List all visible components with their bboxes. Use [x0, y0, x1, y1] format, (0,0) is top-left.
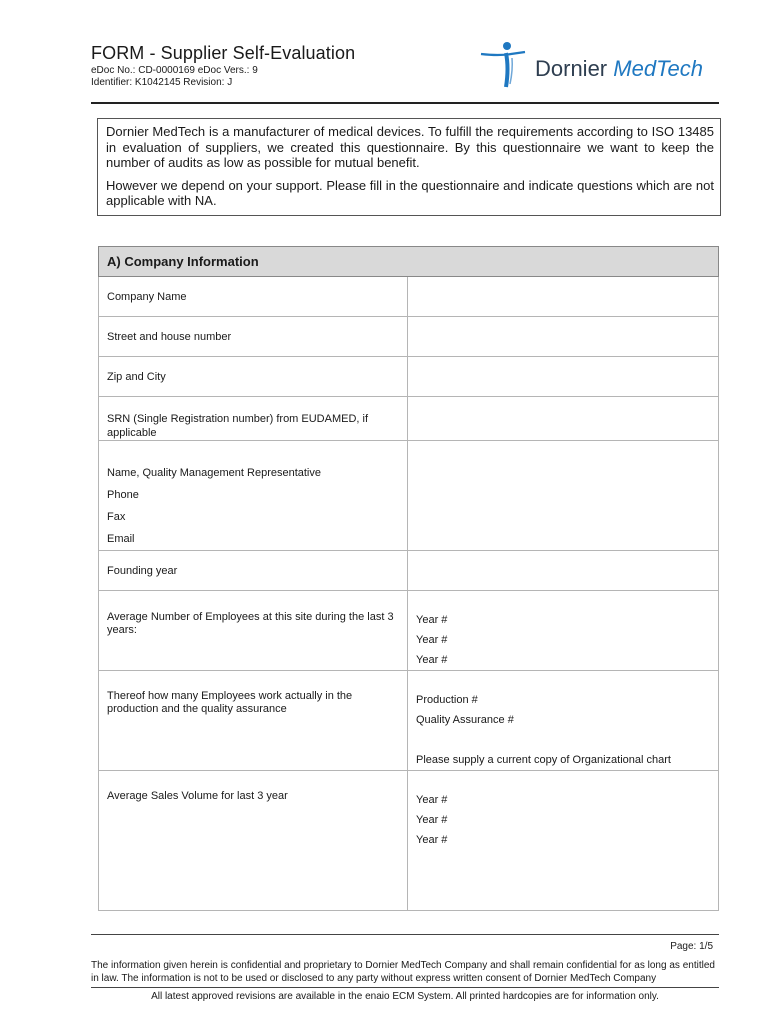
- page-number: Page: 1/5: [670, 941, 713, 952]
- company-logo: [479, 40, 715, 90]
- document-header: [91, 40, 719, 104]
- qmr-name-label: Name, Quality Management Representative: [107, 467, 321, 479]
- srn-label: SRN (Single Registration number) from EUDAMED, if applicable: [99, 397, 408, 441]
- company-name-field[interactable]: [408, 277, 719, 317]
- zip-city-label: Zip and City: [99, 357, 408, 397]
- sales-field[interactable]: [408, 771, 719, 911]
- logo-word-dornier: Dornier: [535, 56, 608, 81]
- document-footer: [91, 934, 719, 1002]
- employees-year-2: Year #: [416, 634, 448, 646]
- zip-city-field[interactable]: [408, 357, 719, 397]
- founding-year-label: Founding year: [99, 551, 408, 591]
- sales-year-3: Year #: [416, 834, 448, 846]
- contact-field[interactable]: [408, 441, 719, 551]
- fax-label: Fax: [107, 511, 126, 523]
- street-label: Street and house number: [99, 317, 408, 357]
- employees-field[interactable]: [408, 591, 719, 671]
- employees-year-3: Year #: [416, 654, 448, 666]
- table-row: [99, 441, 719, 551]
- section-a-heading: A) Company Information: [99, 247, 719, 277]
- section-a-header: [99, 247, 719, 277]
- phone-label: Phone: [107, 489, 139, 501]
- table-row: [99, 317, 719, 357]
- revision-note: All latest approved revisions are available in the enaio ECM System. All printed hardcopies are for information only.: [151, 991, 659, 1002]
- sales-label: Average Sales Volume for last 3 year: [99, 771, 408, 911]
- contact-labels: [99, 441, 408, 551]
- srn-field[interactable]: [408, 397, 719, 441]
- table-row: [99, 671, 719, 771]
- sales-year-1: Year #: [416, 794, 448, 806]
- logo-word-medtech: MedTech: [613, 56, 703, 81]
- table-row: [99, 277, 719, 317]
- employees-year-1: Year #: [416, 614, 448, 626]
- founding-year-field[interactable]: [408, 551, 719, 591]
- org-chart-note: Please supply a current copy of Organizational chart: [416, 754, 671, 766]
- prod-qa-label: Thereof how many Employees work actually in the production and the quality assurance: [99, 671, 408, 771]
- table-row: [99, 397, 719, 441]
- company-name-label: Company Name: [99, 277, 408, 317]
- footer-divider: [91, 987, 719, 988]
- street-field[interactable]: [408, 317, 719, 357]
- table-row: [99, 591, 719, 671]
- stylized-person-icon: [479, 40, 539, 90]
- edoc-number: eDoc No.: CD-0000169 eDoc Vers.: 9: [91, 65, 258, 76]
- sales-year-2: Year #: [416, 814, 448, 826]
- table-row: [99, 771, 719, 911]
- intro-paragraph-1: Dornier MedTech is a manufacturer of medical devices. To fulfill the requirements according to ISO 13485 in evaluation of suppliers, we created this questionnaire. By this questionnaire we want to keep the number of audits as low as possible for mutual benefit.: [106, 124, 714, 170]
- intro-paragraph-2: However we depend on your support. Please fill in the questionnaire and indicate questions which are not applicable with NA.: [106, 177, 714, 208]
- prod-qa-field[interactable]: [408, 671, 719, 771]
- logo-wordmark: [535, 56, 703, 82]
- employees-label: Average Number of Employees at this site during the last 3 years:: [99, 591, 408, 671]
- form-title: FORM - Supplier Self-Evaluation: [91, 43, 356, 63]
- table-row: [99, 551, 719, 591]
- intro-box: [97, 118, 721, 216]
- company-information-table: [98, 246, 719, 911]
- production-count: Production #: [416, 694, 478, 706]
- email-label: Email: [107, 533, 135, 545]
- quality-assurance-count: Quality Assurance #: [416, 714, 514, 726]
- identifier-revision: Identifier: K1042145 Revision: J: [91, 77, 233, 88]
- confidentiality-notice: The information given herein is confidential and proprietary to Dornier MedTech Company and shall remain confidential for as long as entitled in law. The information is not to be used or disclosed to any party without express written consent of Dornier MedTech Company: [91, 960, 715, 984]
- table-row: [99, 357, 719, 397]
